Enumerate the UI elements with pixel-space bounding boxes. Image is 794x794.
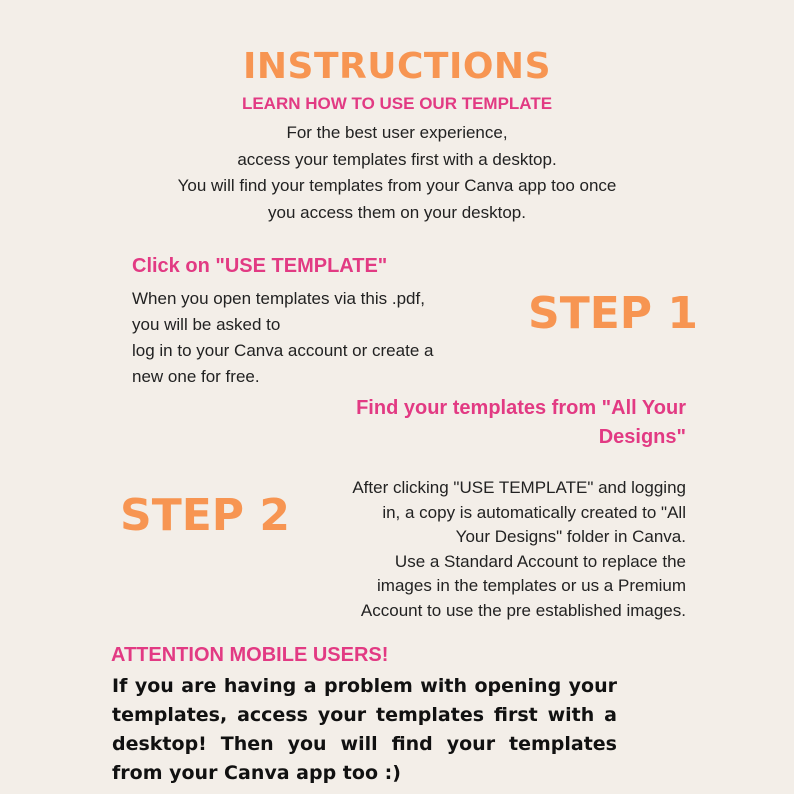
- intro-line: you access them on your desktop.: [268, 202, 526, 222]
- step2-body: [290, 476, 686, 623]
- step1-body: [132, 286, 512, 390]
- step2-heading-line: Designs": [598, 426, 686, 448]
- intro-line: For the best user experience,: [286, 123, 508, 142]
- step1-body-line: new one for free.: [132, 367, 260, 386]
- step2-body-line: in, a copy is automatically created to "All: [382, 502, 686, 522]
- step1-body-line: When you open templates via this .pdf,: [132, 289, 425, 308]
- page-subtitle: LEARN HOW TO USE OUR TEMPLATE: [241, 94, 553, 113]
- step2-heading-line: Find your templates from "All Your: [356, 397, 686, 419]
- step1-body-line: you will be asked to: [132, 315, 281, 334]
- attention-body: If you are having a problem with opening your templates, access your templates first with a desktop! Then you will find your templates from your Canva app too :): [112, 675, 617, 784]
- step2-heading: [300, 394, 686, 452]
- step2-body-line: Account to use the pre established images.: [360, 600, 686, 620]
- step1-body-line: log in to your Canva account or create a: [132, 341, 434, 360]
- step1-heading: Click on "USE TEMPLATE": [132, 255, 388, 277]
- step2-body-line: images in the templates or us a Premium: [377, 576, 686, 595]
- intro-text: [100, 120, 694, 226]
- attention-heading: ATTENTION MOBILE USERS!: [111, 644, 389, 666]
- step2-body-line: Your Designs" folder in Canva.: [455, 527, 686, 546]
- step2-body-line: After clicking "USE TEMPLATE" and logging: [352, 478, 686, 497]
- intro-line: access your templates first with a desktop.: [237, 149, 557, 169]
- step1-label: STEP 1: [528, 288, 698, 339]
- page-title: INSTRUCTIONS: [243, 46, 551, 87]
- intro-line: You will find your templates from your Canva app too once: [177, 176, 617, 195]
- step2-label: STEP 2: [120, 490, 290, 541]
- step2-body-line: Use a Standard Account to replace the: [394, 551, 686, 571]
